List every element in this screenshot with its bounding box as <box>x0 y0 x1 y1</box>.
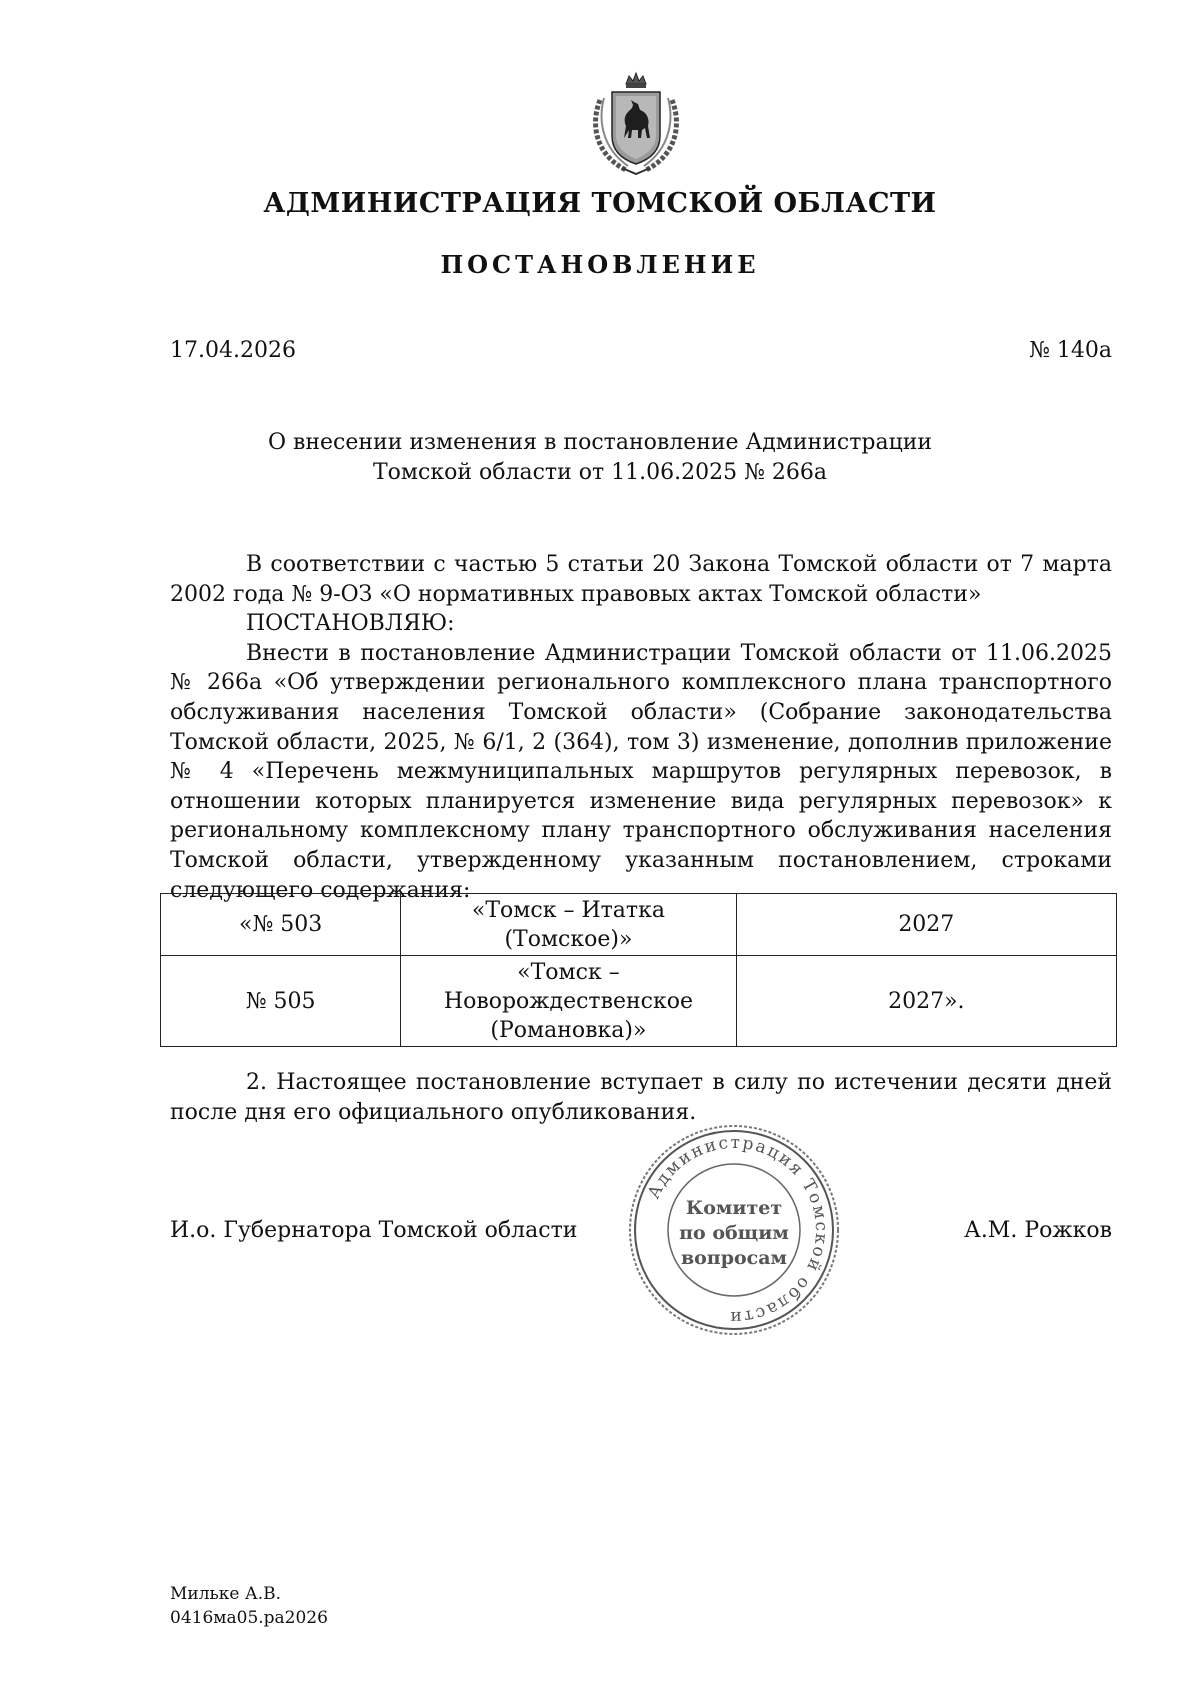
decree-word: ПОСТАНОВЛЯЮ: <box>246 611 455 637</box>
document-subject <box>250 428 950 488</box>
stamp-line: Комитет <box>685 1197 783 1219</box>
document-code: 0416ма05.ра2026 <box>170 1608 328 1628</box>
coat-of-arms-icon <box>586 70 686 178</box>
footer <box>170 1582 328 1630</box>
route-name-line: Новорождественское <box>443 988 693 1014</box>
table-row <box>161 894 1117 956</box>
document-body <box>170 550 1112 905</box>
route-name-cell <box>401 956 736 1047</box>
effective-date-section <box>170 1068 1112 1128</box>
route-name-cell <box>401 894 736 956</box>
routes-table <box>160 893 1117 1047</box>
route-name-line: «Томск – Итатка <box>471 897 665 923</box>
stamp-line: по общим <box>679 1222 789 1244</box>
route-year-cell: 2027». <box>736 956 1116 1047</box>
organization-title: АДМИНИСТРАЦИЯ ТОМСКОЙ ОБЛАСТИ <box>263 188 937 219</box>
stamp-ring-text: Администрация Томской области <box>644 1132 832 1328</box>
official-stamp-icon <box>626 1122 842 1338</box>
route-number-cell: № 505 <box>161 956 401 1047</box>
stamp-line: вопросам <box>680 1247 788 1269</box>
author-name: Мильке А.В. <box>170 1584 282 1604</box>
effective-date-paragraph: 2. Настоящее постановление вступает в силу по истечении десяти дней после дня его официального опубликования. <box>170 1070 1112 1125</box>
legal-basis-paragraph: В соответствии с частью 5 статьи 20 Закона Томской области от 7 марта 2002 года № 9-ОЗ «О нормативных правовых актах Томской области» <box>170 552 1112 607</box>
route-name-line: (Романовка)» <box>490 1017 647 1043</box>
subject-line: О внесении изменения в постановление Администрации <box>267 430 933 455</box>
route-name-line: (Томское)» <box>504 926 633 952</box>
document-date: 17.04.2026 <box>170 338 296 363</box>
route-year-cell: 2027 <box>736 894 1116 956</box>
table-row <box>161 956 1117 1047</box>
signatory-name: А.М. Рожков <box>964 1218 1112 1243</box>
document-number: № 140а <box>1029 338 1112 363</box>
document-type-heading: ПОСТАНОВЛЕНИЕ <box>440 250 760 279</box>
amendment-paragraph: Внести в постановление Администрации Томской области от 11.06.2025 № 266а «Об утверждении регионального комплексного плана транспортного обслуживания населения Томской области» (Собрание законодательства Томской области, 2025, № 6/1, 2 (364), том 3) изменение, дополнив приложение № 4 «Перечень межмуниципальных маршрутов регулярных перевозок, в отношении которых планируется изменение вида регулярных перевозок» к региональному комплексному плану транспортного обслуживания населения Томской области, утвержденному указанным постановлением, строками следующего содержания: <box>170 640 1112 903</box>
route-name-line: «Томск – <box>517 959 620 985</box>
signatory-position: И.о. Губернатора Томской области <box>170 1218 578 1243</box>
subject-line: Томской области от 11.06.2025 № 266а <box>372 460 828 485</box>
route-number-cell: «№ 503 <box>161 894 401 956</box>
